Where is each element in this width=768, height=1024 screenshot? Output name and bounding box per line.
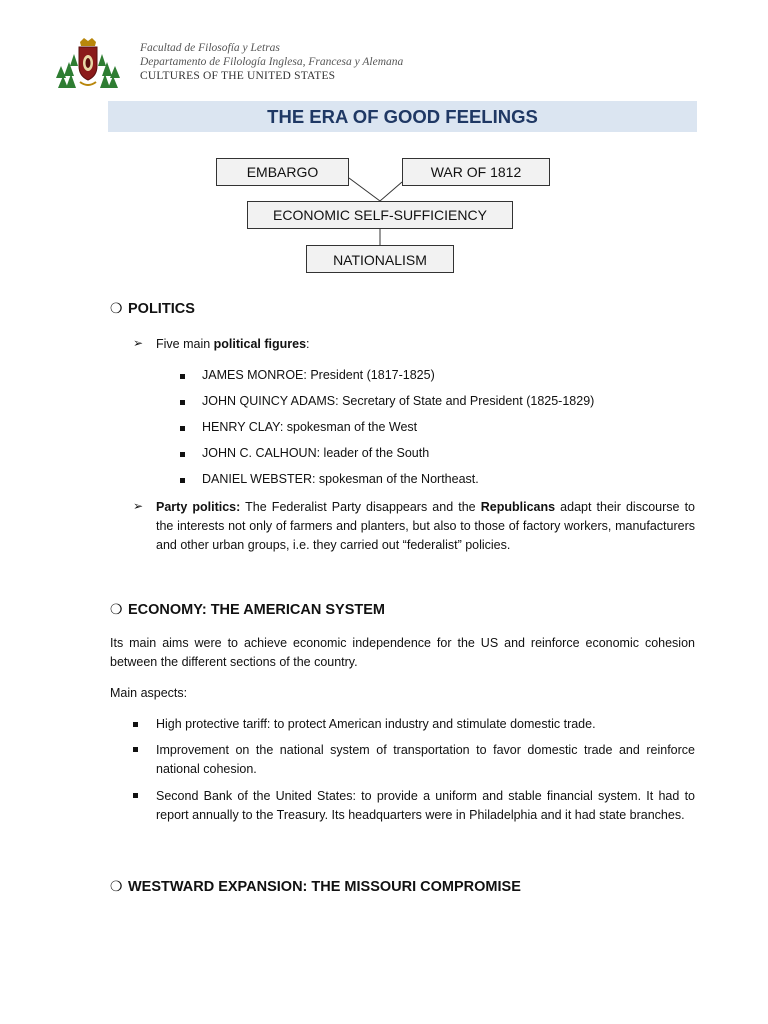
figure-item: HENRY CLAY: spokesman of the West <box>202 420 418 434</box>
arrow-bullet-icon: ➢ <box>133 336 144 350</box>
political-figures-intro: Five main political figures: <box>156 337 310 351</box>
economy-heading-text: ECONOMY: THE AMERICAN SYSTEM <box>128 602 385 618</box>
square-bullet-icon <box>133 747 138 752</box>
page-title: THE ERA OF GOOD FEELINGS <box>267 106 538 127</box>
square-bullet-icon <box>180 400 185 405</box>
diagram-box-economic-self-sufficiency: ECONOMIC SELF-SUFFICIENCY <box>247 201 513 229</box>
politics-heading <box>110 300 195 317</box>
westward-heading <box>110 878 521 895</box>
square-bullet-icon <box>133 793 138 798</box>
aspect-item: High protective tariff: to protect American industry and stimulate domestic trade. <box>156 717 596 731</box>
arrow-bullet-icon: ➢ <box>133 499 144 513</box>
header-course: CULTURES OF THE UNITED STATES <box>140 70 336 82</box>
party-politics-paragraph: Party politics: The Federalist Party disappears and the Republicans adapt their discourse to the interests not only of farmers and planters, but also to those of factory workers, manufacturers and other urban groups, i.e. they carried out “federalist” policies. <box>156 500 695 552</box>
westward-heading-text: WESTWARD EXPANSION: THE MISSOURI COMPROMISE <box>128 879 521 895</box>
figure-item: JOHN QUINCY ADAMS: Secretary of State and President (1825-1829) <box>202 394 595 408</box>
square-bullet-icon <box>133 722 138 727</box>
header-department: Departamento de Filología Inglesa, Francesa y Alemana <box>140 56 404 68</box>
figure-item: JAMES MONROE: President (1817-1825) <box>202 368 435 382</box>
square-bullet-icon <box>180 426 185 431</box>
header-faculty: Facultad de Filosofía y Letras <box>140 42 280 54</box>
diagram-box-embargo: EMBARGO <box>216 158 349 186</box>
figure-item: JOHN C. CALHOUN: leader of the South <box>202 446 430 460</box>
aspect-item: Second Bank of the United States: to provide a uniform and stable financial system. It had to report annually to the Treasury. Its headquarters were in Philadelphia and it had state branches. <box>156 789 695 822</box>
main-aspects-label: Main aspects: <box>110 686 188 700</box>
aspect-item: Improvement on the national system of transportation to favor domestic trade and reinforce national cohesion. <box>156 743 695 776</box>
diagram-box-nationalism: NATIONALISM <box>306 245 454 273</box>
figure-item: DANIEL WEBSTER: spokesman of the Northeast. <box>202 472 479 486</box>
section-bullet-icon: ❍ <box>110 601 123 617</box>
section-bullet-icon: ❍ <box>110 300 123 316</box>
section-bullet-icon: ❍ <box>110 878 123 894</box>
square-bullet-icon <box>180 374 185 379</box>
economy-heading <box>110 601 385 618</box>
economy-intro: Its main aims were to achieve economic independence for the US and reinforce economic cohesion between the different sections of the country. <box>110 636 695 669</box>
square-bullet-icon <box>180 478 185 483</box>
politics-heading-text: POLITICS <box>128 301 195 317</box>
square-bullet-icon <box>180 452 185 457</box>
diagram-box-war-of-1812: WAR OF 1812 <box>402 158 550 186</box>
